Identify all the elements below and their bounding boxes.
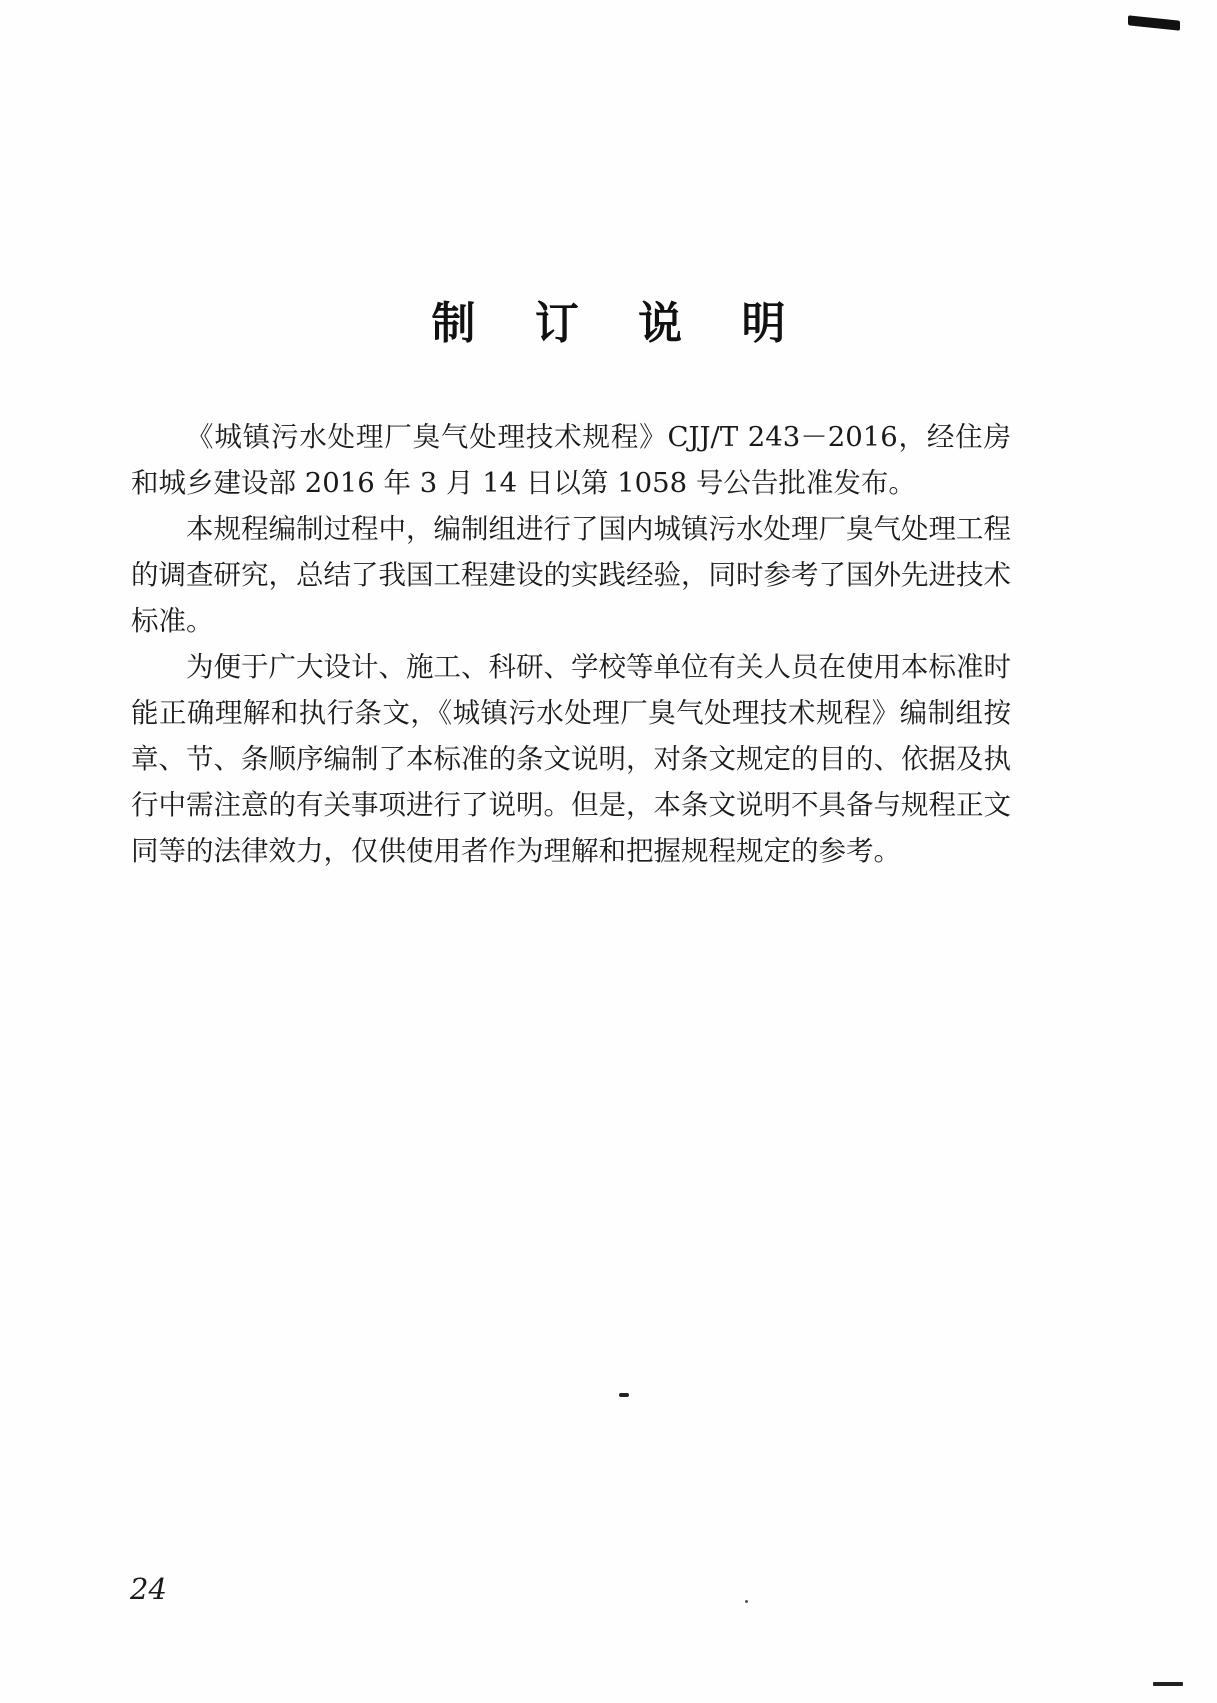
body-text — [131, 414, 1011, 874]
paragraph-approval: 《城镇污水处理厂臭气处理技术规程》CJJ/T 243－2016，经住房和城乡建设部 2016 年 3 月 14 日以第 1058 号公告批准发布。 — [131, 421, 1011, 499]
scan-edge-mark — [1153, 1682, 1183, 1686]
page-number: 24 — [130, 1572, 167, 1606]
scan-speck — [745, 1600, 748, 1603]
paragraph-purpose: 为便于广大设计、施工、科研、学校等单位有关人员在使用本标准时能正确理解和执行条文，《城镇污水处理厂臭气处理技术规程》编制组按章、节、条顺序编制了本标准的条文说明，对条文规定的目的、依据及执行中需注意的有关事项进行了说明。但是，本条文说明不具备与规程正文同等的法律效力，仅供使用者作为理解和把握规程规定的参考。 — [131, 651, 1011, 867]
paragraph-compilation: 本规程编制过程中，编制组进行了国内城镇污水处理厂臭气处理工程的调查研究，总结了我国工程建设的实践经验，同时参考了国外先进技术标准。 — [131, 513, 1011, 637]
scan-edge-mark — [1128, 15, 1180, 30]
scan-speck — [619, 1393, 629, 1397]
page-title: 制 订 说 明 — [431, 298, 808, 349]
